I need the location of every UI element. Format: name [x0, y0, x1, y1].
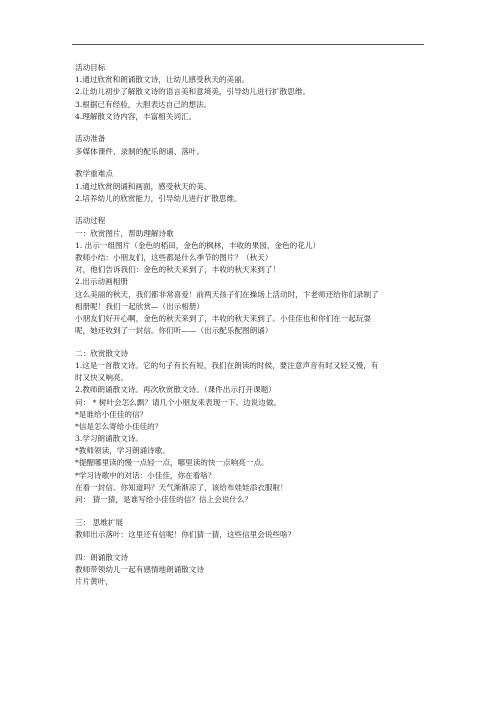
text-line: 对，他们告诉我们：金色的秋天来到了，丰收的秋天来到了！: [75, 265, 281, 275]
text-line: *学习诗歌中的对话：小佳佳，你在看啥？: [75, 470, 216, 480]
text-line: 时又快又响亮。: [75, 373, 129, 383]
section-process: [75, 215, 427, 337]
spacer: [75, 123, 427, 134]
section-part3: [75, 517, 427, 541]
text-line: 2.培养幼儿的欣赏能力，引导幼儿进行扩散思维。: [75, 193, 242, 203]
text-line: 问： * 树叶会怎么飘？请几个小朋友来表现一下。边说边做。: [75, 397, 282, 407]
text-line: 1.通过欣赏朗诵和画面，感受秋天的美。: [75, 181, 212, 191]
section-part2: [75, 348, 427, 506]
spacer: [75, 541, 427, 552]
section-heading: 教学重难点: [75, 169, 113, 179]
section-heading: 活动过程: [75, 216, 106, 226]
section-goals: [75, 62, 427, 123]
document-body: [75, 62, 427, 588]
section-heading: 三： 思维扩展: [75, 517, 123, 527]
text-line: 3.根据已有经验，大胆表达自己的想法。: [75, 99, 212, 109]
section-prep: [75, 133, 427, 157]
text-line: 一：欣赏图片，帮助理解诗歌: [75, 228, 174, 238]
spacer: [75, 337, 427, 348]
text-line: 问： 猜一猜，是谁写给小佳佳的信？信上会说什么？: [75, 495, 253, 504]
text-line: 小朋友们好开心啊，金色的秋天来到了，丰收的秋天来到了。小佳佳也和你们在一起玩耍: [75, 313, 372, 323]
text-line: 相册呢！我们一起欣赏—（出示相册）: [75, 301, 205, 311]
section-keypoints: [75, 168, 427, 205]
section-part4: [75, 552, 427, 589]
spacer: [75, 158, 427, 169]
text-line: 2.让幼儿初步了解散文诗的语言美和意境美，引导幼儿进行扩散思维。: [75, 87, 311, 97]
text-line: 呢，她还收到了一封信。你们听——（出示配乐配图朗诵）: [75, 326, 273, 336]
text-line: 2.教师朗诵散文诗。再次欣赏散文诗。（课件出示打开课题）: [75, 385, 276, 395]
text-line: 教师小结：小朋友们，这些都是什么季节的图片？（秋天）: [75, 252, 273, 262]
text-line: *教师领读，学习朗诵诗歌。: [75, 446, 170, 456]
text-line: 1.这是一首散文诗。它的句子有长有短，我们在朗读的时候，要注意声音有时又轻又慢，有: [75, 360, 379, 370]
text-line: 2.出示动画相册: [75, 277, 128, 287]
section-heading: 活动准备: [75, 134, 106, 144]
spacer: [75, 205, 427, 216]
text-line: *是谁给小佳佳的信？: [75, 409, 148, 419]
spacer: [75, 506, 427, 517]
section-heading: 四：朗诵散文诗: [75, 552, 129, 562]
text-line: 在看一封信。你知道吗？天气渐渐凉了，该给布娃娃添衣服啦！: [75, 482, 288, 492]
text-line: 4.理解散文诗内容，丰富相关词汇。: [75, 111, 197, 121]
text-line: 教师出示落叶：这里还有信呢！你们猜一猜，这些信里会说些啥？: [75, 529, 296, 539]
section-heading: 活动目标: [75, 63, 106, 72]
text-line: *提醒哪里读的慢一点轻一点，哪里读的快一点响亮一点。: [75, 458, 269, 468]
section-heading: 二：欣赏散文诗: [75, 348, 129, 358]
text-line: *信是怎么寄给小佳佳的？: [75, 421, 163, 431]
text-line: 多媒体课件、录制的配乐朗诵、落叶。: [75, 146, 205, 156]
text-line: 1. 出示一组图片（金色的稻田，金色的枫林，丰收的果园，金色的花儿）: [75, 240, 321, 250]
text-line: 片片黄叶，: [75, 576, 113, 586]
header-rule: [72, 44, 424, 45]
text-line: 教师带领幼儿一起有感情地朗诵散文诗: [75, 564, 205, 574]
text-line: 3.学习朗诵散文诗。: [75, 434, 143, 444]
text-line: 1.通过欣赏和朗诵散文诗，让幼儿感受秋天的美丽。: [75, 75, 250, 85]
text-line: 这么美丽的秋天，我们都非常喜爱！前两天孩子们在操场上活动时，卞老师还给你们录制了: [75, 289, 379, 299]
